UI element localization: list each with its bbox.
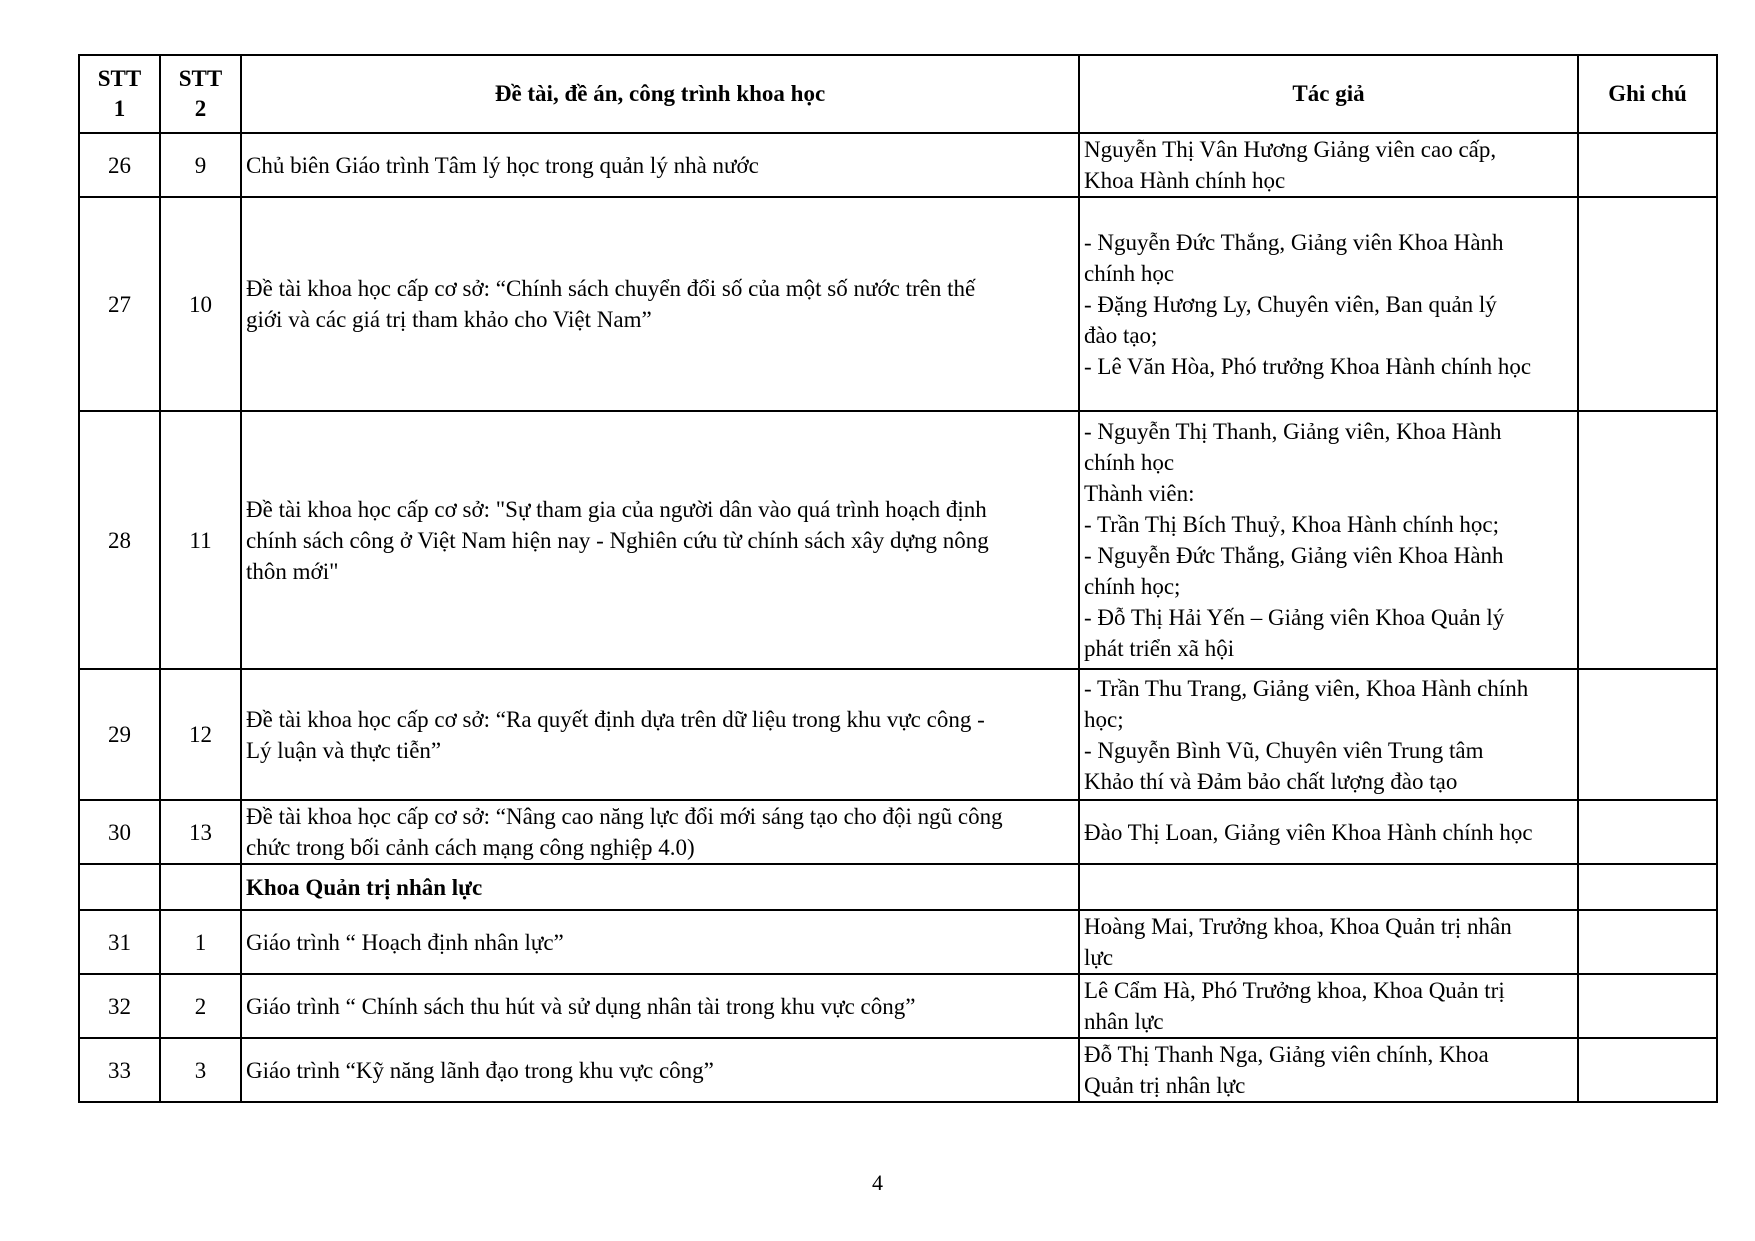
row-stt-1: 27 [79, 197, 160, 411]
header-topic: Đề tài, đề án, công trình khoa học [241, 55, 1079, 133]
row-stt-2: 11 [160, 411, 241, 669]
row-stt-2: 3 [160, 1038, 241, 1102]
row-author: Nguyễn Thị Vân Hương Giảng viên cao cấp, Khoa Hành chính học [1079, 133, 1578, 197]
row-stt-2: 13 [160, 800, 241, 864]
row-topic: Chủ biên Giáo trình Tâm lý học trong quản lý nhà nước [241, 133, 1079, 197]
row-stt-2: 2 [160, 974, 241, 1038]
row-note [1578, 133, 1717, 197]
header-author: Tác giả [1079, 55, 1578, 133]
row-note [1578, 411, 1717, 669]
table-row [79, 411, 1717, 669]
header-stt-2: STT 2 [160, 55, 241, 133]
row-author: Đào Thị Loan, Giảng viên Khoa Hành chính học [1079, 800, 1578, 864]
row-stt-1: 26 [79, 133, 160, 197]
row-topic: Đề tài khoa học cấp cơ sở: “Ra quyết định dựa trên dữ liệu trong khu vực công - Lý luận và thực tiễn” [241, 669, 1079, 800]
row-author: Hoàng Mai, Trưởng khoa, Khoa Quản trị nhân lực [1079, 910, 1578, 974]
row-author: Lê Cẩm Hà, Phó Trưởng khoa, Khoa Quản trị nhân lực [1079, 974, 1578, 1038]
row-stt-1: 30 [79, 800, 160, 864]
row-author: - Nguyễn Thị Thanh, Giảng viên, Khoa Hành chính học Thành viên: - Trần Thị Bích Thuỷ, Khoa Hành chính học; - Nguyễn Đức Thắng, Giảng viên Khoa Hành chính học; - Đỗ Thị Hải Yến – Giảng viên Khoa Quản lý phát triển xã hội [1079, 411, 1578, 669]
row-topic: Giáo trình “ Chính sách thu hút và sử dụng nhân tài trong khu vực công” [241, 974, 1079, 1038]
section-row [79, 864, 1717, 910]
row-stt-1: 32 [79, 974, 160, 1038]
page-number: 4 [872, 1170, 883, 1195]
row-note [1578, 974, 1717, 1038]
row-author: - Trần Thu Trang, Giảng viên, Khoa Hành chính học; - Nguyễn Bình Vũ, Chuyên viên Trung tâm Khảo thí và Đảm bảo chất lượng đào tạo [1079, 669, 1578, 800]
row-stt-2: 10 [160, 197, 241, 411]
row-topic: Đề tài khoa học cấp cơ sở: “Nâng cao năng lực đổi mới sáng tạo cho đội ngũ công chức trong bối cảnh cách mạng công nghiệp 4.0) [241, 800, 1079, 864]
research-projects-table [78, 54, 1718, 1103]
row-topic: Đề tài khoa học cấp cơ sở: “Chính sách chuyển đổi số của một số nước trên thế giới và các giá trị tham khảo cho Việt Nam” [241, 197, 1079, 411]
table-row [79, 800, 1717, 864]
row-author: Đỗ Thị Thanh Nga, Giảng viên chính, Khoa Quản trị nhân lực [1079, 1038, 1578, 1102]
row-stt-1: 33 [79, 1038, 160, 1102]
header-stt-1: STT 1 [79, 55, 160, 133]
row-note [1578, 197, 1717, 411]
row-stt-2: 9 [160, 133, 241, 197]
table-row [79, 669, 1717, 800]
section-stt-1 [79, 864, 160, 910]
row-topic: Giáo trình “ Hoạch định nhân lực” [241, 910, 1079, 974]
row-note [1578, 910, 1717, 974]
row-stt-2: 12 [160, 669, 241, 800]
section-stt-2 [160, 864, 241, 910]
row-stt-2: 1 [160, 910, 241, 974]
row-note [1578, 1038, 1717, 1102]
row-topic: Giáo trình “Kỹ năng lãnh đạo trong khu vực công” [241, 1038, 1079, 1102]
section-title: Khoa Quản trị nhân lực [241, 864, 1079, 910]
section-note [1578, 864, 1717, 910]
row-author: - Nguyễn Đức Thắng, Giảng viên Khoa Hành chính học - Đặng Hương Ly, Chuyên viên, Ban quản lý đào tạo; - Lê Văn Hòa, Phó trưởng Khoa Hành chính học [1079, 197, 1578, 411]
row-stt-1: 28 [79, 411, 160, 669]
table-row [79, 133, 1717, 197]
row-topic: Đề tài khoa học cấp cơ sở: "Sự tham gia của người dân vào quá trình hoạch định chính sách công ở Việt Nam hiện nay - Nghiên cứu từ chính sách xây dựng nông thôn mới" [241, 411, 1079, 669]
row-note [1578, 800, 1717, 864]
table-row [79, 1038, 1717, 1102]
section-author [1079, 864, 1578, 910]
row-note [1578, 669, 1717, 800]
header-note: Ghi chú [1578, 55, 1717, 133]
table-header-row [79, 55, 1717, 133]
row-stt-1: 31 [79, 910, 160, 974]
table-row [79, 910, 1717, 974]
table-row [79, 197, 1717, 411]
row-stt-1: 29 [79, 669, 160, 800]
table-row [79, 974, 1717, 1038]
